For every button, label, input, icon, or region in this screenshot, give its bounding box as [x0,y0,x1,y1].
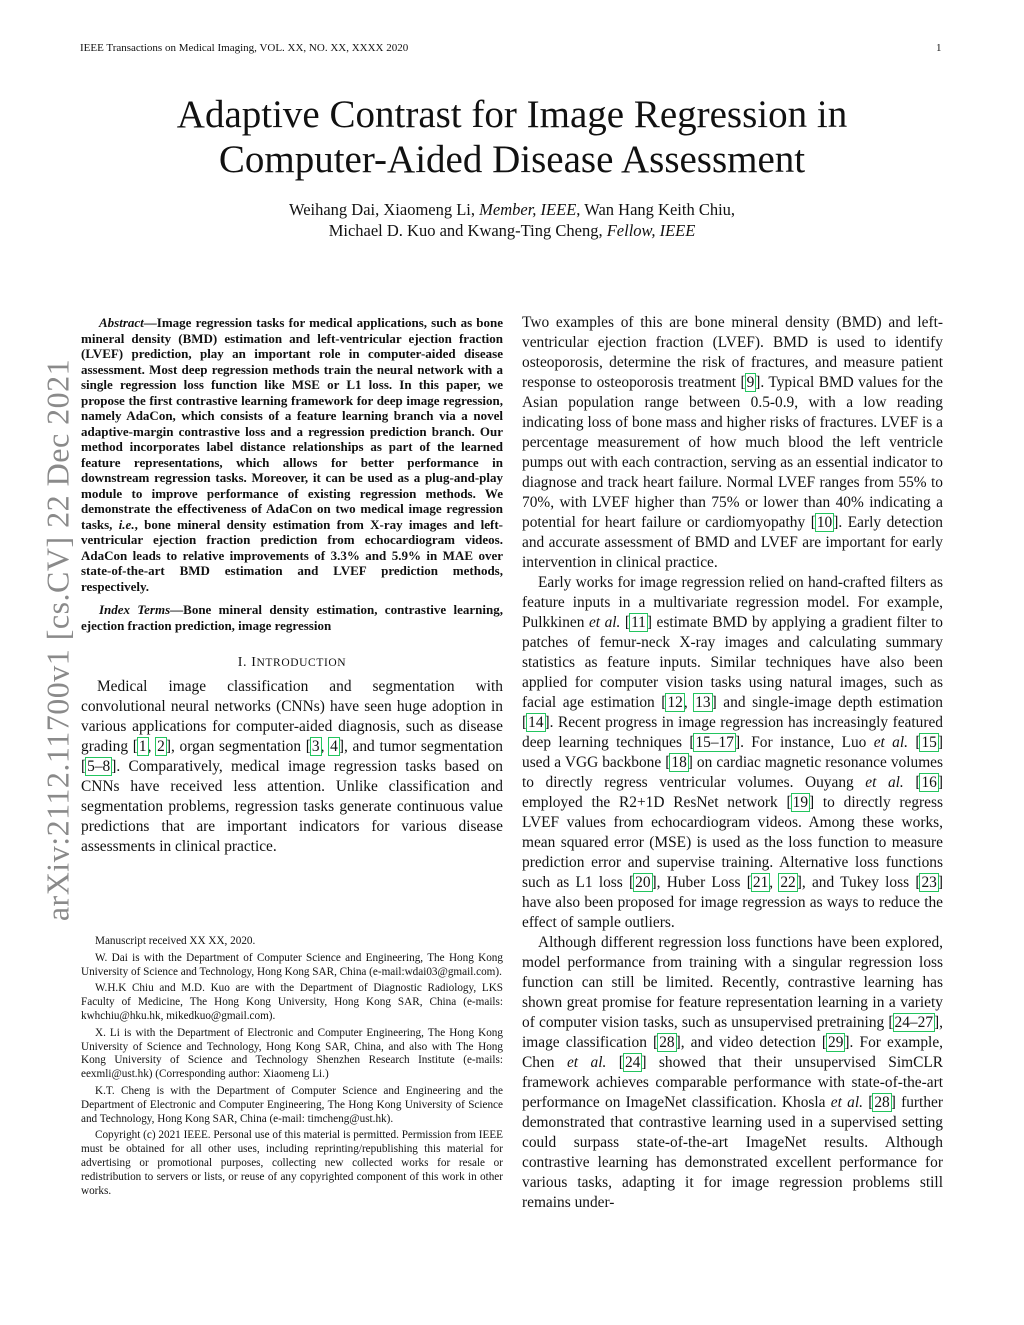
body-paragraph: Early works for image regression relied on hand-crafted filters as feature inputs in a multivariate regression model. For example, Pulkkinen et al. [11] estimate BMD by applying a gradient filter to patches of femur-neck X-ray images and calculating summary statistics as feature inputs. Similar techniques have also been applied for computer vision tasks using natural images, such as facial age estimation [12, 13] and single-image depth estimation [14]. Recent progress in image regression has increasingly featured deep learning techniques [15–17]. For instance, Luo et al. [15] used a VGG backbone [18] on cardiac magnetic resonance volumes to directly regress ventricular volumes. Ouyang et al. [16] employed the R2+1D ResNet network [19] to directly regress LVEF values from echocardiogram videos. Among these works, mean squared error (MSE) is used as the loss function to measure prediction error and supervise training. Alternative loss functions such as L1 loss [20], Huber Loss [21, 22], and Tukey loss [23] have also been proposed for image regression as ways to reduce the effect of sample outliers. [522,574,943,931]
arxiv-stamp: arXiv:2112.11700v1 [cs.CV] 22 Dec 2021 [39,358,76,922]
citation-link[interactable]: 24 [624,1054,641,1071]
footnote-manuscript: Manuscript received XX XX, 2020. [95,935,256,947]
index-terms: Index Terms—Bone mineral density estimation, contrastive learning, ejection fraction prediction, image regression [81,602,503,633]
citation-link[interactable]: 3 [311,738,320,755]
footnote-affiliation: K.T. Cheng is with the Department of Computer Science and Engineering and the Department of Electronic and Computer Engineering, The Hong Kong University of Science and Technology, Hong Kong SAR, China (e-mail: timcheng@ust.hk). [81,1084,503,1125]
citation-link[interactable]: 19 [792,794,809,811]
citation-link[interactable]: 20 [635,874,651,891]
citation-link[interactable]: 21 [752,874,769,891]
citation-link[interactable]: 15 [921,734,937,751]
abstract-label: Abstract [99,315,144,330]
citation-link[interactable]: 28 [874,1094,890,1111]
paper-title [120,92,904,182]
footnote-affiliation: W. Dai is with the Department of Computer Science and Engineering, The Hong Kong University of Science and Technology, Hong Kong SAR, China (e-mail:wdai03@gmail.com). [81,951,503,978]
intro-paragraph: Medical image classification and segmentation with convolutional neural networks (CNNs) have seen huge adoption in various applications for computer-aided diagnosis, such as disease grading [1, 2], organ segmentation [3, 4], and tumor segmentation [5–8]. Comparatively, medical image regression tasks based on CNNs have received less attention. Unlike classification and segmentation problems, regression tasks generate continuous value predictions that are important indicators for various disease assessments in clinical practice. [81,678,503,855]
author-line-2: Michael D. Kuo and Kwang-Ting Cheng, Fellow, IEEE [328,221,696,240]
citation-link[interactable]: 11 [631,614,646,631]
citation-link[interactable]: 1 [138,738,147,755]
title-line-2: Computer-Aided Disease Assessment [218,138,806,181]
citation-link[interactable]: 15–17 [695,734,734,751]
citation-link[interactable]: 2 [157,738,165,755]
footnotes [81,935,503,1201]
citation-link[interactable]: 23 [921,874,937,891]
citation-link[interactable]: 16 [921,774,937,791]
footnote-copyright: Copyright (c) 2021 IEEE. Personal use of this material is permitted. Permission from IEEE must be obtained for all other uses, including reprinting/republishing this material for advertising or promotional purposes, collecting new collected works for resale or redistribution to servers or lists, or reuse of any copyrighted component of this work in other works. [81,1129,503,1197]
citation-link[interactable]: 10 [816,514,833,531]
citation-link[interactable]: 12 [667,694,683,711]
citation-link[interactable]: 13 [695,694,711,711]
section-heading-introduction: I. INTRODUCTION [237,655,347,670]
citation-link[interactable]: 24–27 [894,1014,934,1031]
citation-link[interactable]: 14 [528,714,544,731]
title-line-1: Adaptive Contrast for Image Regression in [176,93,848,136]
body-paragraph: Although different regression loss functions have been explored, model performance from training with a singular regression loss function can still be limited. Recently, contrastive learning has shown great promise for feature representation learning in a variety of computer vision tasks, such as unsupervised pretraining [24–27], image classification [28], and video detection [29]. For example, Chen et al. [24] showed that their unsupervised SimCLR framework achieves comparable performance with state-of-the-art performance on ImageNet classification. Khosla et al. [28] further demonstrated that contrastive learning used in a supervised setting could surpass state-of-the-art ImageNet results. Although contrastive learning has demonstrated excellent performance for various tasks, adapting it for image regression problems still remains under- [522,934,943,1211]
right-column [522,313,943,1213]
citation-link[interactable]: 22 [780,874,796,891]
citation-link[interactable]: 18 [671,754,687,771]
abstract: Abstract—Image regression tasks for medical applications, such as bone mineral density (BMD) estimation and left-ventricular ejection fraction (LVEF) prediction, play an important role in computer-aided disease assessment. Most deep regression methods train the neural network with a single regression loss function like MSE or L1 loss. In this paper, we propose the first contrastive learning framework for deep image regression, namely AdaCon, which consists of a feature learning branch via a novel adaptive-margin contrastive loss and a regression prediction branch. Our method incorporates label distance relationships as part of the learned feature representations, which allows for better performance in downstream regression tasks. Moreover, it can be used as a plug-and-play module to improve performance of existing regression methods. We demonstrate the effectiveness of AdaCon on two medical image regression tasks, i.e., bone mineral density estimation from X-ray images and left-ventricular ejection fraction prediction from echocardiogram videos. AdaCon leads to relative improvements of 3.3% and 5.9% in MAE over state-of-the-art BMD estimation and LVEF prediction methods, respectively. [81,315,503,594]
citation-link[interactable]: 28 [659,1034,675,1051]
citation-link[interactable]: 4 [330,738,338,755]
citation-link[interactable]: 9 [746,374,755,391]
footnote-affiliation: X. Li is with the Department of Electronic and Computer Engineering, The Hong Kong University of Science and Technology, Hong Kong SAR, China, and also with The Hong Kong University of Science and Technology Shenzhen Research Institute (e-mails: eexmli@ust.hk) (Corresponding author: Xiaomeng Li.) [81,1026,503,1081]
footnote-affiliation: W.H.K Chiu and M.D. Kuo are with the Department of Diagnostic Radiology, LKS Faculty of Medicine, The Hong Kong University, Hong Kong SAR, China (e-mails: kwhchiu@hku.hk, mikedkuo@gmail.com). [81,982,503,1022]
page-number: 1 [936,42,942,54]
author-list [120,199,904,241]
left-column [81,315,503,857]
index-terms-label: Index Terms [99,602,171,617]
author-line-1: Weihang Dai, Xiaomeng Li, Member, IEEE, Wan Hang Keith Chiu, [288,200,736,219]
citation-link[interactable]: 5–8 [87,758,111,775]
citation-link[interactable]: 29 [828,1034,844,1051]
running-head: IEEE Transactions on Medical Imaging, VOL. XX, NO. XX, XXXX 2020 [80,42,409,54]
body-paragraph: Two examples of this are bone mineral density (BMD) and left-ventricular ejection fraction (LVEF). BMD is used to identify osteoporosis, determine the risk of fractures, and measure patient response to osteoporosis treatment [9]. Typical BMD values for the Asian population range between 0.5-0.9, with a low reading indicating loss of bone mass and higher risks of fractures. LVEF is a percentage measurement of how much blood the left ventricle pumps out with each contraction, serving as an essential indicator to diagnose and track heart failure. Normal LVEF ranges from 55% to 70%, with LVEF higher than 75% or lower than 40% indicating a potential for heart failure or cardiomyopathy [10]. Early detection and accurate assessment of BMD and LVEF are important for early intervention in clinical practice. [522,314,944,571]
